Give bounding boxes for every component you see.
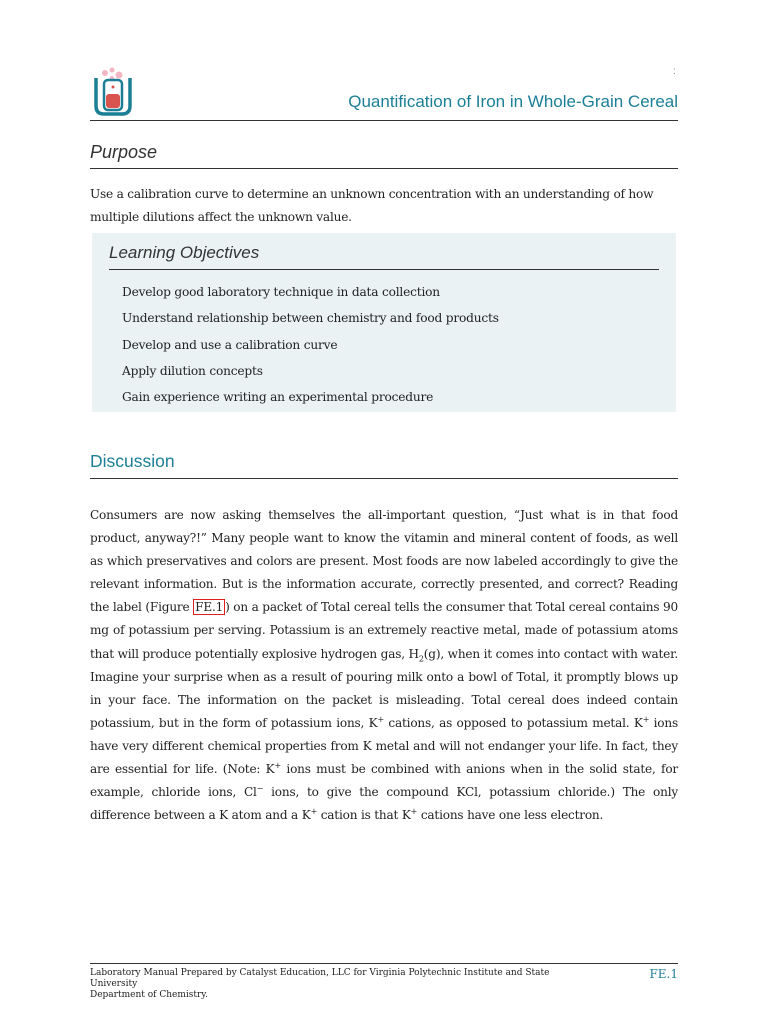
page-footer	[90, 963, 678, 1001]
objective-item: Develop and use a calibration curve	[122, 337, 338, 352]
footer-text: Laboratory Manual Prepared by Catalyst Education, LLC for Virginia Polytechnic Institute and State University Department of Chemistry.	[90, 968, 550, 1000]
purpose-text: Use a calibration curve to determine an unknown concentration with an understanding of how multiple dilutions affect the unknown value.	[90, 187, 654, 224]
learning-objectives-list	[122, 279, 499, 410]
purpose-heading: Purpose	[90, 142, 678, 169]
learning-objectives-heading: Learning Objectives	[109, 243, 659, 270]
objective-item: Understand relationship between chemistry and food products	[122, 311, 499, 326]
logo-icon	[92, 66, 134, 116]
objective-item: Gain experience writing an experimental procedure	[122, 390, 434, 405]
footer-page-number: FE.1	[649, 967, 678, 981]
figure-reference-link[interactable]: FE.1	[195, 600, 224, 615]
discussion-heading: Discussion	[90, 451, 678, 479]
discussion-paragraph: Consumers are now asking themselves the all-important question, “Just what is in that food product, anyway?!” Many people want to know the vitamin and mineral content of foods, as well as which preservatives and colors are present. Most foods are now labeled accordingly to give the relevant information. But is the information accurate, correctly presented, and correct? Reading the label (Figure FE.1 ) on a packet of Total cereal tells the consumer that Total cereal contains 90 mg of potassium per serving. Potassium is an extremely reactive metal, made of potassium atoms that will produce potentially explosive hydrogen gas, $H_2(g)$, when it comes into contact with water. Imagine your surprise when as a result of pouring milk onto a bowl of Total, it promptly blows up in your face. The information on the packet is misleading. Total cereal does indeed contain potassium, but in the form of potassium ions, K+ cations, as opposed to potassium metal. K+ ions have very different chemical properties from K metal and will not endanger your life. In fact, they are essential for life. (Note: K+ ions must be combined with anions when in the solid state, for example, chloride ions, Cl− ions, to give the compound KCl, potassium chloride.) The only difference between a K atom and a K+ cation is that K+ cations have one less electron.	[90, 508, 679, 823]
objective-item: Apply dilution concepts	[122, 363, 263, 378]
page-header	[90, 66, 678, 121]
page-marker: :	[673, 66, 676, 77]
learning-objectives-box	[92, 233, 676, 412]
document-title: Quantification of Iron in Whole-Grain Cereal	[348, 92, 678, 111]
discussion-body	[90, 504, 678, 827]
objective-item: Develop good laboratory technique in data collection	[122, 285, 440, 299]
